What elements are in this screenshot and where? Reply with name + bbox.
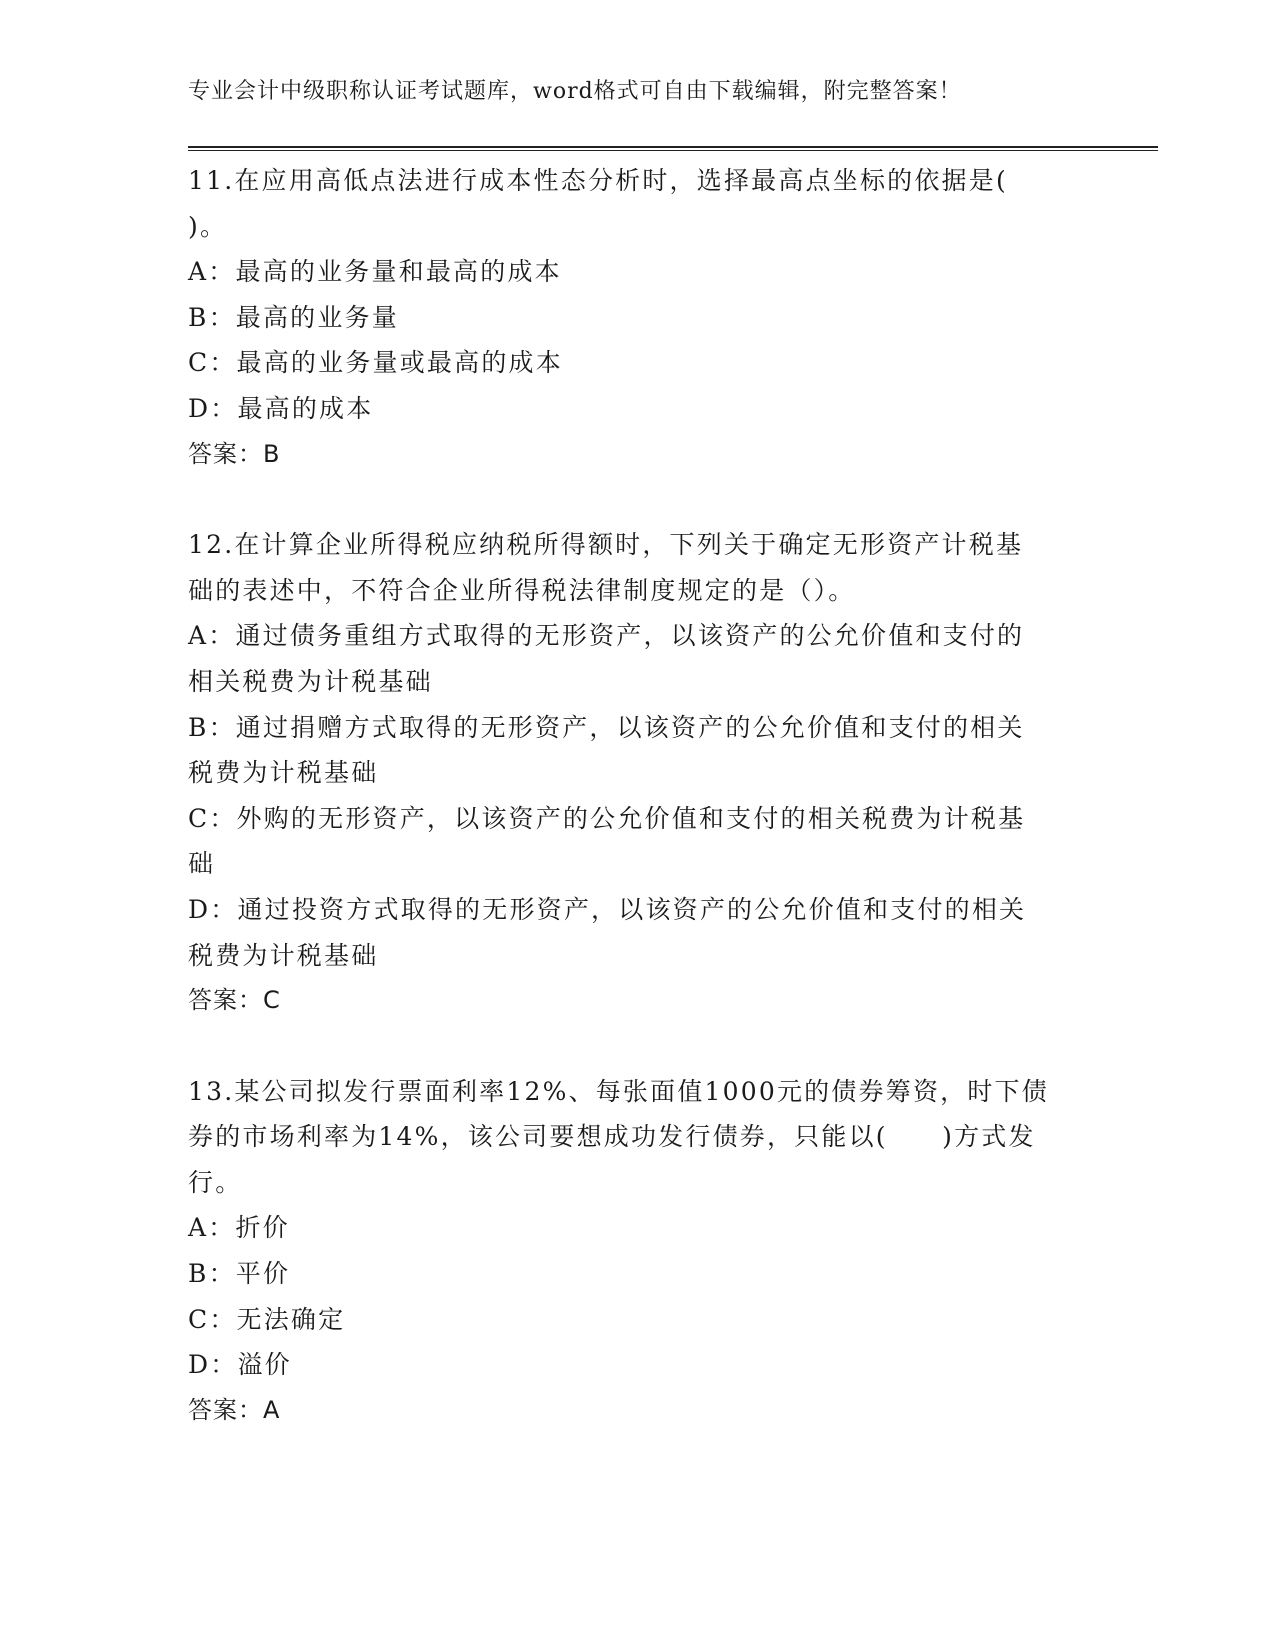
question-list — [188, 158, 1088, 1478]
question-stem: 础的表述中，不符合企业所得税法律制度规定的是（）。 — [188, 575, 856, 605]
question-13 — [188, 1069, 1088, 1434]
option-d: D：通过投资方式取得的无形资产，以该资产的公允价值和支付的相关 — [188, 894, 1027, 924]
question-stem: 行。 — [188, 1167, 243, 1197]
option-c: C：最高的业务量或最高的成本 — [188, 348, 563, 378]
option-a: A：折价 — [188, 1213, 290, 1243]
answer-line: 答案：A — [188, 1395, 281, 1424]
question-stem: 13.某公司拟发行票面利率12%、每张面值1000元的债券筹资，时下债 — [188, 1076, 1049, 1106]
question-12 — [188, 522, 1088, 1024]
option-b: B：平价 — [188, 1259, 291, 1289]
question-stem: 11.在应用高低点法进行成本性态分析时，选择最高点坐标的依据是( — [188, 166, 1008, 195]
option-d-continued: 税费为计税基础 — [188, 940, 379, 970]
question-stem: )。 — [188, 211, 228, 241]
option-c: C：无法确定 — [188, 1304, 346, 1334]
question-stem: 券的市场利率为14%，该公司要想成功发行债券，只能以( )方式发 — [188, 1122, 1036, 1152]
header-divider — [188, 146, 1158, 151]
option-a: A：最高的业务量和最高的成本 — [188, 257, 562, 287]
option-a: A：通过债务重组方式取得的无形资产，以该资产的公允价值和支付的 — [188, 621, 1025, 651]
option-d: D：溢价 — [188, 1350, 292, 1380]
question-stem: 12.在计算企业所得税应纳税所得额时，下列关于确定无形资产计税基 — [188, 530, 1024, 560]
option-b-continued: 税费为计税基础 — [188, 758, 379, 788]
option-a-continued: 相关税费为计税基础 — [188, 666, 433, 696]
question-11 — [188, 158, 1088, 477]
answer-line: 答案：C — [188, 986, 281, 1015]
option-b: B：最高的业务量 — [188, 302, 399, 332]
option-d: D：最高的成本 — [188, 393, 374, 423]
option-c-continued: 础 — [188, 849, 216, 879]
answer-line: 答案：B — [188, 439, 281, 468]
page-header: 专业会计中级职称认证考试题库，word格式可自由下载编辑，附完整答案！ — [188, 79, 962, 104]
option-b: B：通过捐赠方式取得的无形资产，以该资产的公允价值和支付的相关 — [188, 712, 1025, 742]
option-c: C：外购的无形资产，以该资产的公允价值和支付的相关税费为计税基 — [188, 803, 1026, 833]
